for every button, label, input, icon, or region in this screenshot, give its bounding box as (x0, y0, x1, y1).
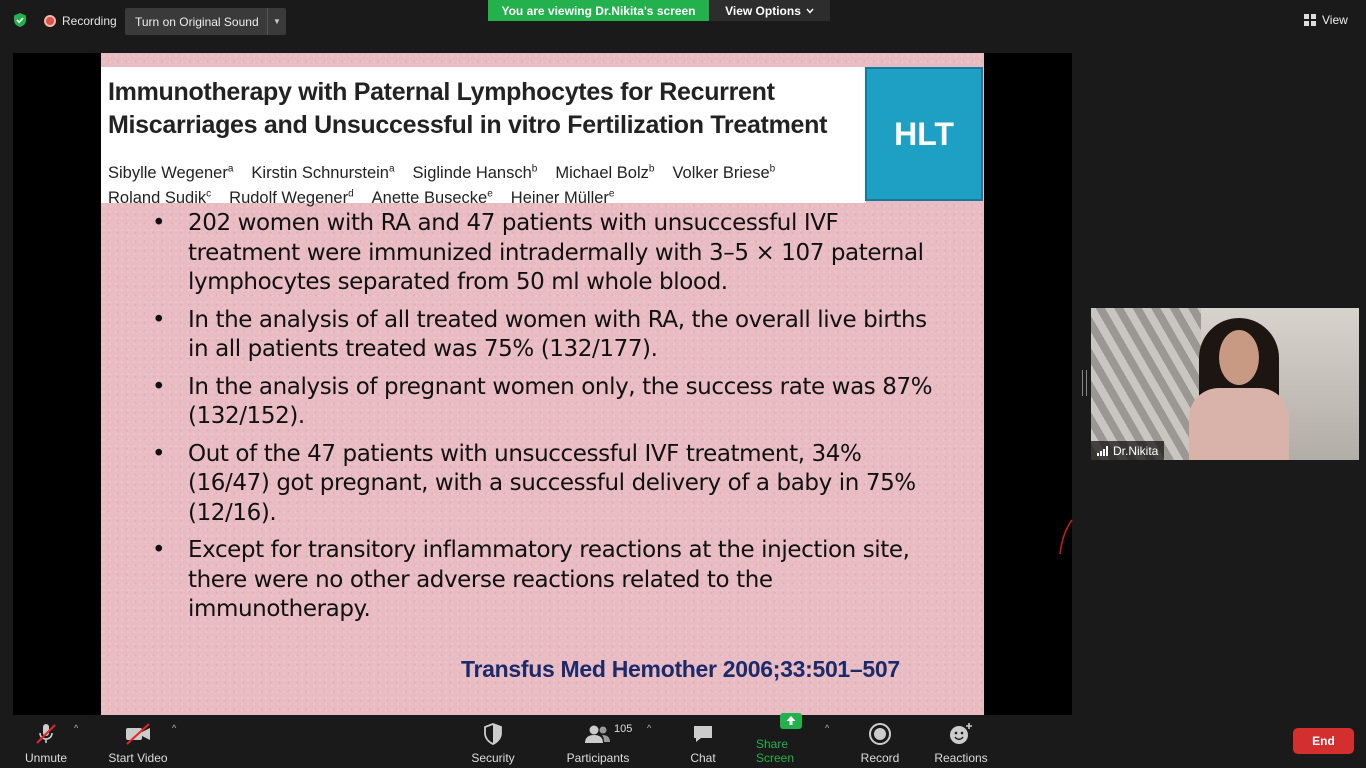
chevron-down-icon[interactable]: ▼ (267, 8, 286, 35)
view-label: View (1322, 13, 1348, 27)
chat-button[interactable] (688, 719, 718, 765)
participant-figure (1189, 388, 1289, 460)
record-icon (868, 721, 892, 747)
reactions-button[interactable] (934, 719, 988, 765)
share-screen-icon (779, 711, 803, 733)
grid-view-icon (1304, 14, 1316, 26)
author-affiliation: d (348, 188, 354, 200)
view-options-button[interactable] (709, 0, 830, 21)
top-bar (0, 0, 1366, 42)
author-name: Rudolf Wegener$^d$ (229, 188, 354, 207)
view-options-label: View Options (725, 3, 801, 18)
start-video-label: Start Video (108, 751, 168, 765)
signal-strength-icon (1097, 446, 1108, 456)
security-button[interactable] (470, 719, 516, 765)
author-affiliation: e (487, 188, 493, 200)
chat-bubble-icon (691, 721, 715, 747)
microphone-muted-icon (34, 721, 58, 747)
record-button[interactable] (860, 719, 900, 765)
author-name: Sibylle Wegener$^a$ (108, 163, 234, 182)
original-sound-button[interactable] (125, 8, 286, 35)
chevron-up-icon[interactable]: ^ (647, 723, 652, 733)
share-screen-label: Share Screen (756, 737, 795, 765)
record-dot-icon (44, 15, 56, 27)
author-name: Roland Sudik$^c$ (108, 188, 212, 207)
bullet-item: • Except for transitory inflammatory reactions at the injection site, there were no other adverse reactions related to the immunotherapy. (152, 536, 942, 625)
recording-indicator[interactable] (44, 11, 117, 31)
recording-label: Recording (62, 14, 117, 28)
bullet-item: • 202 women with RA and 47 patients with unsuccessful IVF treatment were immunized intradermally with 3–5 × 107 paternal lymphocytes separated from 50 ml whole blood. (152, 209, 942, 298)
unmute-label: Unmute (24, 751, 68, 765)
author-name: Siglinde Hansch$^b$ (412, 163, 538, 182)
participant-video[interactable] (1091, 308, 1359, 460)
chat-label: Chat (690, 751, 716, 765)
author-affiliation: c (206, 188, 212, 200)
bullet-item: • Out of the 47 patients with unsuccessful IVF treatment, 34% (16/47) got pregnant, with a successful delivery of a baby in 75% (12/16). (152, 440, 942, 529)
participants-label: Participants (566, 751, 630, 765)
author-name: Volker Briese$^b$ (672, 163, 776, 182)
author-affiliation: a (227, 163, 234, 174)
author-name: Michael Bolz$^b$ (555, 163, 655, 182)
chevron-down-icon (806, 8, 814, 14)
author-affiliation: b (769, 163, 776, 174)
meeting-toolbar (0, 715, 1366, 768)
smiley-plus-icon (948, 721, 974, 747)
journal-badge: HLT (865, 67, 983, 201)
author-name: Heiner Müller$^e$ (510, 188, 615, 207)
author-affiliation: b (648, 163, 655, 174)
shield-check-icon[interactable] (12, 12, 28, 28)
viewing-banner: You are viewing Dr.Nikita's screen (488, 0, 709, 21)
participant-name: Dr.Nikita (1113, 443, 1159, 458)
reactions-label: Reactions (934, 751, 988, 765)
share-screen-button[interactable] (756, 719, 826, 765)
author-name: Anette Busecke$^e$ (371, 188, 493, 207)
author-name: Kirstin Schnurstein$^a$ (251, 163, 395, 182)
chevron-up-icon[interactable]: ^ (172, 723, 177, 733)
paper-title: Immunotherapy with Paternal Lymphocytes for Recurrent Miscarriages and Unsuccessful in vitro Fertilization Treatment (108, 78, 828, 139)
annotation-stroke (1056, 518, 1074, 558)
bullet-item: • In the analysis of pregnant women only, the success rate was 87% (132/152). (152, 373, 942, 432)
video-background (1091, 308, 1201, 460)
original-sound-label: Turn on Original Sound (135, 14, 259, 29)
slide-bullets (152, 209, 942, 633)
security-label: Security (471, 751, 515, 765)
panel-resize-handle[interactable] (1082, 370, 1087, 396)
author-affiliation: e (608, 188, 615, 200)
participants-icon (583, 721, 613, 747)
record-label: Record (860, 751, 900, 765)
shield-icon (482, 721, 504, 747)
video-camera-off-icon (124, 721, 152, 747)
start-video-button[interactable] (107, 719, 169, 765)
unmute-button[interactable] (22, 719, 70, 765)
view-button[interactable] (1304, 9, 1348, 31)
participant-figure (1219, 330, 1259, 385)
author-affiliation: b (531, 163, 538, 174)
bullet-item: • In the analysis of all treated women with RA, the overall live births in all patients treated was 75% (132/177). (152, 306, 942, 365)
chevron-up-icon[interactable]: ^ (74, 723, 79, 733)
paper-authors (108, 158, 863, 209)
author-affiliation: a (388, 163, 395, 174)
participant-name-tag (1091, 441, 1164, 460)
end-meeting-button[interactable]: End (1293, 728, 1354, 754)
chevron-up-icon[interactable]: ^ (825, 723, 830, 733)
citation: Transfus Med Hemother 2006;33:501–507 (461, 656, 900, 682)
participants-count: 105 (614, 723, 633, 735)
